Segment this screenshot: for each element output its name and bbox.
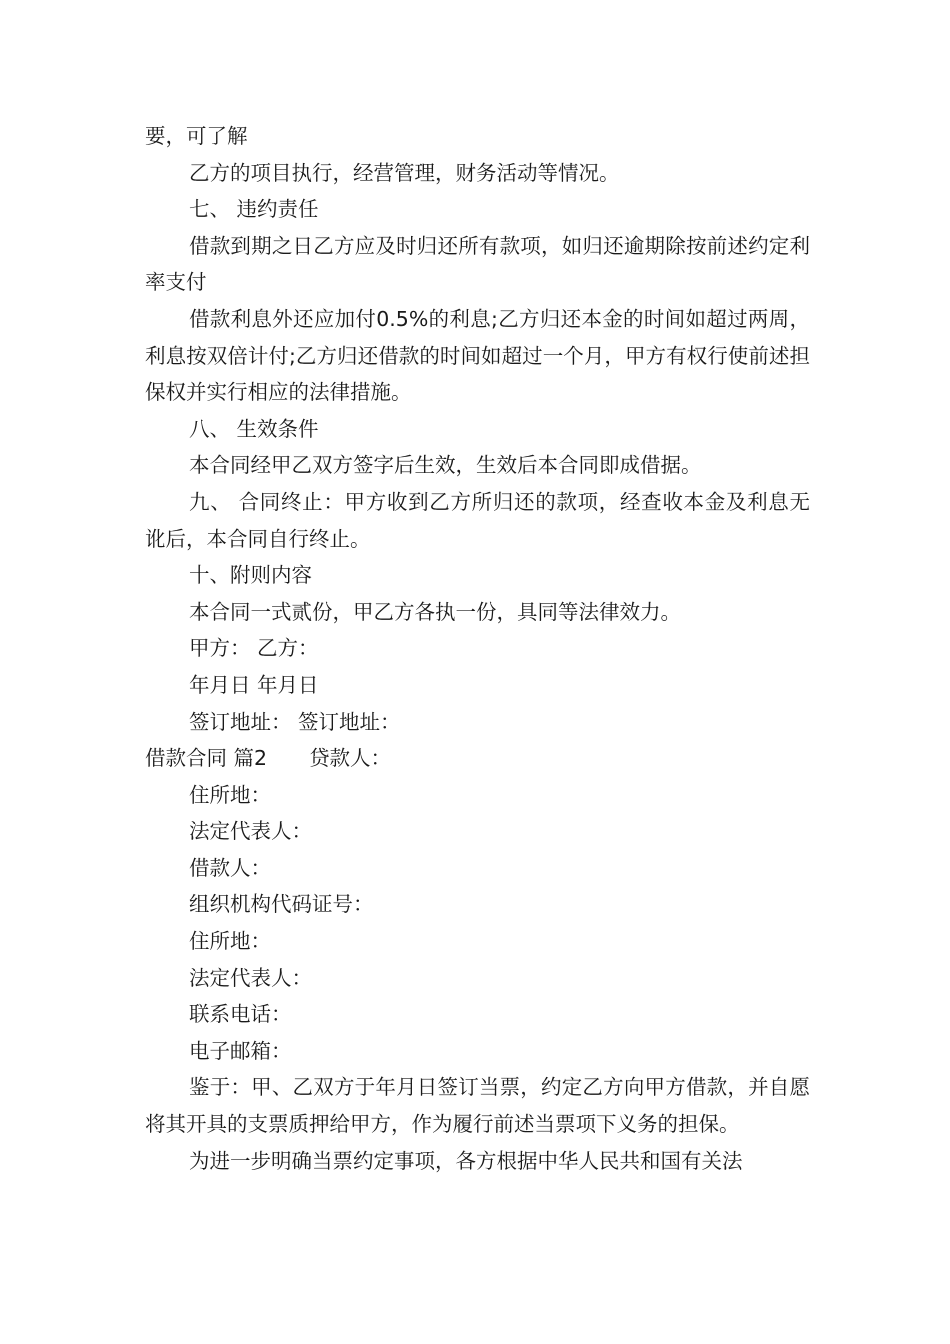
section-title-line <box>145 740 810 777</box>
paragraph-termination: 九、 合同终止：甲方收到乙方所归还的款项，经查收本金及利息无讹后，本合同自行终止。 <box>145 489 810 551</box>
lender-label: 贷款人： <box>309 746 392 771</box>
field-line: 法定代表人： <box>189 819 312 844</box>
field-line: 联系电话： <box>189 1002 292 1027</box>
paragraph: 乙方的项目执行，经营管理，财务活动等情况。 <box>189 160 620 185</box>
field-line: 借款人： <box>189 855 271 880</box>
signature-dates: 年月日 年月日 <box>189 672 319 697</box>
paragraph: 为进一步明确当票约定事项，各方根据中华人民共和国有关法 <box>189 1148 743 1173</box>
field-line: 法定代表人： <box>189 965 312 990</box>
paragraph: 本合同一式贰份，甲乙方各执一份，具同等法律效力。 <box>189 599 681 624</box>
paragraph: 要，可了解 <box>145 124 248 148</box>
paragraph-whereas: 鉴于：甲、乙双方于年月日签订当票，约定乙方向甲方借款，并自愿将其开具的支票质押给甲方，作为履行前述当票项下义务的担保。 <box>145 1075 810 1137</box>
paragraph: 借款利息外还应加付0.5%的利息;乙方归还本金的时间如超过两周，利息按双倍计付;乙方归还借款的时间如超过一个月，甲方有权行使前述担保权并实行相应的法律措施。 <box>145 306 810 405</box>
field-line: 组织机构代码证号： <box>189 892 374 917</box>
signature-parties: 甲方： 乙方： <box>189 636 319 661</box>
section-heading-effect: 八、 生效条件 <box>189 416 319 441</box>
field-line: 电子邮箱： <box>189 1038 292 1063</box>
document-body <box>145 118 810 1179</box>
signature-address: 签订地址： 签订地址： <box>189 709 401 734</box>
section-title: 借款合同 篇2 <box>145 746 268 771</box>
field-line: 住所地： <box>189 782 271 807</box>
field-line: 住所地： <box>189 929 271 954</box>
section-heading-breach: 七、 违约责任 <box>189 197 319 222</box>
section-heading-appendix: 十、附则内容 <box>189 563 312 588</box>
paragraph: 本合同经甲乙双方签字后生效，生效后本合同即成借据。 <box>189 453 702 478</box>
paragraph: 借款到期之日乙方应及时归还所有款项，如归还逾期除按前述约定利率支付 <box>145 233 810 295</box>
